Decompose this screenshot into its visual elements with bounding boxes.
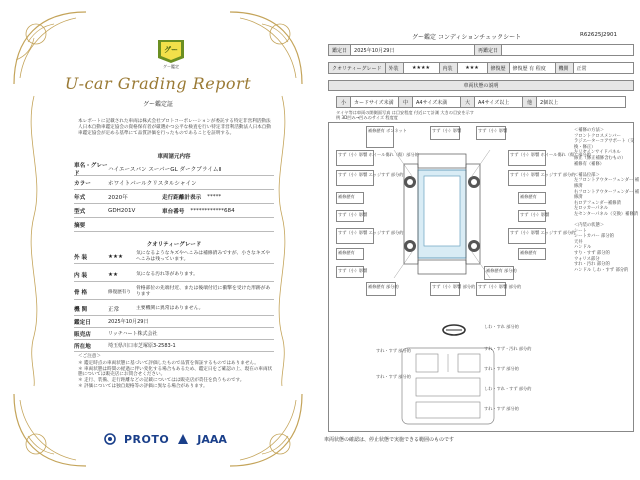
- scale-note-2: 例 3D凹み→凹みのサイズ 程度度: [336, 115, 398, 120]
- interior-label: しわ・すれ 部分的: [484, 324, 519, 329]
- quality-stars: 修復歴有り: [108, 289, 131, 295]
- steering-wheel-icon: [442, 324, 466, 336]
- legend-line: 左フロントアウターフェンダー 補修済: [574, 178, 640, 189]
- report-script-title: U-car Grading Report: [64, 74, 252, 93]
- note-item: ＊ 鑑定時点の車両状態に基づいて評価したもので品質を保証するものではありません。: [78, 360, 259, 366]
- jaaa-mark-icon: [177, 433, 189, 445]
- model-value: GDH201V: [108, 207, 136, 214]
- legend-line: 天井: [574, 239, 583, 245]
- proto-logo: PROTO: [124, 432, 170, 446]
- quality-label: 内 装: [74, 272, 88, 279]
- location-row: [74, 340, 274, 352]
- interior-stars: ★★★: [457, 63, 487, 74]
- quality-row-engine: [74, 302, 274, 316]
- side-vine-left: [20, 96, 50, 386]
- partner-logos: [104, 430, 244, 448]
- svg-text:グー: グー: [164, 46, 178, 54]
- note-item: ＊ 車両状態は時間の経過に伴い変化する場合もあるため、鑑定日をご確認の上、現在の車両状態については販売店にお問合せください。: [78, 366, 273, 378]
- legend-line: シートカバー 部分的: [574, 234, 614, 240]
- interior-label: 内装: [439, 63, 457, 74]
- part-label: すず（小）影響: [478, 128, 508, 133]
- sheet-date-value: 2025年10月29日: [351, 45, 475, 56]
- year-value: 2020年: [108, 194, 128, 201]
- vehicle-name-row: [74, 162, 274, 176]
- chassis-value: ************684: [190, 207, 235, 214]
- exterior-stars: ★★★★: [403, 63, 439, 74]
- sheet-footer-note: 車両状態の確認は、停止状態で実施できる範囲のものです: [324, 437, 455, 443]
- location-label: 所在地: [74, 343, 91, 350]
- repeat-date-label: 再鑑定日: [475, 45, 502, 56]
- quality-stars: ★★: [108, 271, 119, 278]
- certificate-intro: 本レポートに記載された車両は株式会社プロトコーポレーションが委託する特定非営利活動法人日本自動車鑑定協会の資格保有者が厳選かつ公平な検査を行い特定非営利活動法人日本自動車鑑定協会が定める基準にて品質評価を行ったものであることを証明する。: [78, 119, 271, 137]
- legend-line: ＜内装の状態＞: [574, 223, 605, 229]
- quality-desc: 骨格部位の先端付近、または後端付近に衝撃を受けた形跡があります: [136, 285, 271, 297]
- interior-label: しわ・すれ・すず 部分的: [484, 386, 532, 391]
- jaaa-logo: JAAA: [197, 432, 227, 446]
- interior-label: すれ・すず・汚れ 部分的: [484, 346, 532, 351]
- scale-note-1: タイヤ等は車両の開側面写真 は目安程度 付近にて計測 大きの目安を示す: [336, 110, 474, 115]
- vehicle-color-row: [74, 176, 274, 190]
- quality-row-exterior: [74, 250, 274, 264]
- scale-medium: 中: [399, 97, 413, 108]
- mileage-label: 走行距離計表示: [162, 194, 202, 201]
- vehicle-state-header: 車両状態の説明: [328, 80, 634, 91]
- legend-line: 補修有（補修）: [574, 161, 605, 167]
- interior-label: すれ・すず 部分的: [484, 366, 519, 371]
- legend-line: 修正（修正補修含むもの）: [574, 155, 626, 161]
- part-label: すず（小）影響: [520, 212, 550, 217]
- quality-label: 機 関: [74, 306, 88, 313]
- part-label: 補修歴有 ボンネット: [368, 128, 407, 133]
- legend-line: フロントクロスメンバー: [574, 133, 621, 139]
- legend-line: ＜補修の方法＞: [574, 128, 605, 133]
- vehicle-remarks-row: [74, 218, 274, 232]
- quality-label: 外 装: [74, 254, 88, 261]
- part-label: 補修歴有: [520, 250, 537, 255]
- note-item: ＊ 評価については独自規格等の評価に異なる場合があります。: [78, 383, 208, 389]
- grading-certificate: [8, 6, 308, 474]
- vehicle-year-row: [74, 190, 274, 204]
- exterior-label: 外装: [385, 63, 403, 74]
- frame-value: 修復歴 有 程度: [509, 63, 555, 74]
- part-label: すず（小）影響 ホイール傷れ（傷）部分的: [338, 152, 419, 157]
- repeat-date-value: [502, 45, 634, 56]
- quality-stars: 正常: [108, 306, 120, 313]
- appraisal-date-label: 鑑定日: [74, 319, 91, 326]
- name-grade-label: 車名・グレード: [74, 162, 108, 177]
- interior-label: すれ・すず 部分的: [376, 374, 411, 379]
- grade-label: クオリティーグレード: [329, 63, 386, 74]
- frame-label: 修復歴: [487, 63, 509, 74]
- legend-line: 左ロッカーパネル: [574, 206, 609, 212]
- repair-legend: [574, 128, 640, 273]
- sheet-code: R62625J2901: [580, 32, 617, 38]
- interior-label: すれ・すず 部分的: [484, 406, 519, 411]
- scale-small-desc: カードサイズ未満: [351, 97, 399, 108]
- scale-large: 大: [461, 97, 475, 108]
- dealer-label: 販売店: [74, 331, 91, 338]
- part-label: 補修歴有 部分的: [368, 284, 399, 289]
- dealer-value: リッチハート株式会社: [108, 331, 158, 337]
- scale-other-desc: 2個以上: [537, 97, 626, 108]
- legend-line: 右ロアフェンダー補修済: [574, 200, 621, 206]
- quality-desc: 気になるようなキズやへこみは補修済みですが、小さなキズやへこみは残っています。: [136, 250, 271, 262]
- scale-small: 小: [337, 97, 351, 108]
- part-label: 補修歴有 部分的: [486, 268, 517, 273]
- appraisal-date-row: [74, 316, 274, 328]
- model-label: 型式: [74, 208, 86, 215]
- quality-section-heading: クオリティーグレード: [146, 242, 202, 248]
- part-label: すず（小）影響 エッジすず 部分的: [338, 230, 404, 235]
- legend-line: ラジエーターコアサポート（交換・修正）: [574, 139, 635, 150]
- part-label: すず（小）影響: [338, 268, 368, 273]
- remarks-label: 摘要: [74, 222, 86, 229]
- quality-grade-table: [328, 62, 634, 74]
- part-label: すず（小）影響 エッジすず 部分的: [338, 172, 404, 177]
- vehicle-section-heading: 車両諸元内容: [157, 154, 191, 160]
- part-label: すず（小）影響 ホイール傷れ（傷）部分的: [510, 152, 591, 157]
- part-label: すず（小）影響 エッジすず 部分的: [510, 172, 576, 177]
- quality-stars: ★★★: [108, 253, 124, 260]
- part-label: 補修歴有: [338, 250, 355, 255]
- quality-row-interior: [74, 268, 274, 282]
- part-label: すず（小）影響 部分的: [432, 284, 476, 289]
- scale-large-desc: A4サイズ以上: [475, 97, 523, 108]
- legend-line: ハンドル しわ・すず 部分的: [574, 267, 629, 273]
- proto-mark-icon: [104, 433, 116, 445]
- location-value: 埼玉県川口市芝塚原3-2583-1: [108, 343, 176, 349]
- name-grade-value: ハイエースバン スーパーGL ダークプライムⅡ: [108, 166, 222, 173]
- part-label: すず（小）影響: [338, 212, 368, 217]
- color-value: ホワイトパールクリスタルシャイン: [108, 180, 197, 187]
- legend-line: ハンドル: [574, 245, 592, 251]
- chassis-label: 車台番号: [162, 208, 185, 215]
- vehicle-exterior-diagram: [388, 150, 496, 278]
- engine-label: 機関: [555, 63, 573, 74]
- quality-row-frame: [74, 284, 274, 300]
- appraisal-date-table: [328, 44, 634, 56]
- sheet-title: グー鑑定 コンディションチェックシート: [412, 34, 522, 41]
- certificate-subtitle: グー鑑定証: [142, 101, 173, 108]
- color-label: カラー: [74, 180, 91, 187]
- part-label: すず（小）影響 部分的: [478, 284, 522, 289]
- part-label: すず（小）影響 エッジすず 部分的: [510, 230, 576, 235]
- legend-line: ウォリス部分: [574, 256, 600, 262]
- vehicle-model-row: [74, 204, 274, 218]
- scale-other: 他: [523, 97, 537, 108]
- legend-line: すれ・汚れ 部分的: [574, 262, 610, 268]
- engine-value: 正常: [573, 63, 633, 74]
- appraisal-date-value: 2025年10月29日: [108, 319, 149, 325]
- legend-line: 左センターパネル（交換）補修済: [574, 211, 639, 217]
- year-label: 年式: [74, 194, 86, 201]
- mileage-value: *****: [207, 193, 222, 200]
- part-label: 補修歴有: [520, 194, 537, 199]
- damage-scale-table: [336, 96, 626, 108]
- quality-label: 骨 格: [74, 289, 88, 296]
- sheet-date-label: 鑑定日: [329, 45, 351, 56]
- caution-notes: [78, 354, 274, 390]
- quality-desc: 気になる汚れ等があります。: [136, 271, 198, 277]
- badge-caption: グー鑑定: [163, 64, 179, 69]
- legend-line: ＜補品位部＞: [574, 172, 600, 178]
- notes-title: ＜ご注意＞: [78, 354, 101, 359]
- part-label: 補修歴有: [338, 194, 355, 199]
- quality-desc: 主要機関に異常はありません。: [136, 305, 204, 311]
- note-item: ＊ 走行、装備、走行距離などの記載についてはは販売店が責任を負うものです。: [78, 378, 245, 384]
- dealer-row: [74, 328, 274, 340]
- interior-label: すれ・すず 部分的: [376, 348, 411, 353]
- legend-line: 右フロントアウターフェンダー 補修済: [574, 189, 640, 201]
- legend-line: シート: [574, 228, 587, 234]
- part-label: すず（小）影響: [432, 128, 462, 133]
- goo-appraisal-badge-icon: [156, 38, 186, 64]
- legend-line: すり・すず 部分的: [574, 251, 610, 257]
- corner-flourish-bottom-left: [10, 390, 90, 470]
- legend-line: 左リヤインサイドパネル: [574, 150, 621, 156]
- scale-medium-desc: A4サイズ未満: [413, 97, 461, 108]
